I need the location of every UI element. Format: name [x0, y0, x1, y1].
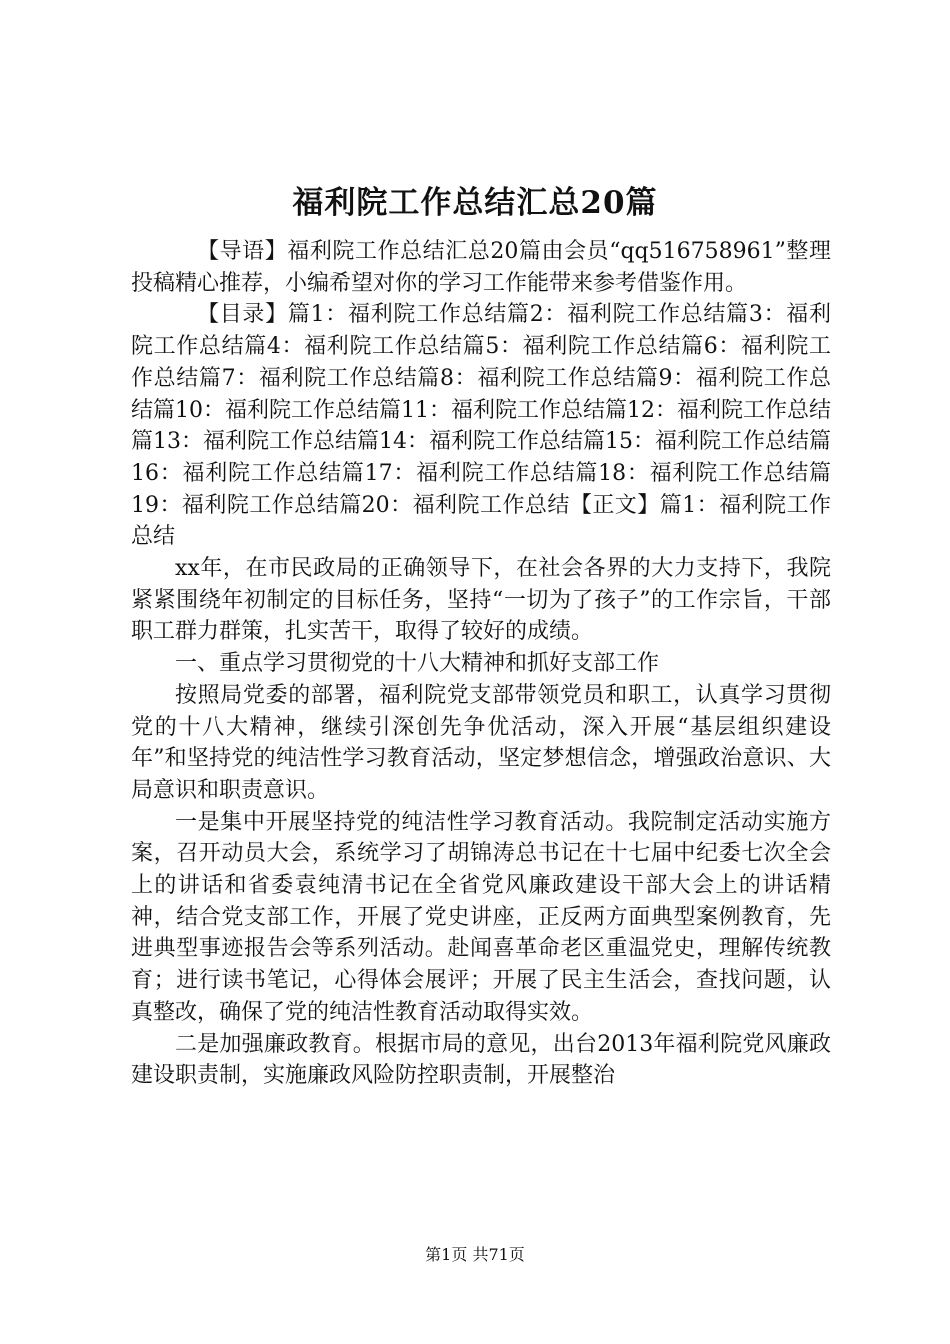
body-paragraph: xx年，在市民政局的正确领导下，在社会各界的大力支持下，我院紧紧围绕年初制定的目标任务，坚持“一切为了孩子”的工作宗旨，干部职工群力群策，扎实苦干，取得了较好的成绩。 — [131, 556, 831, 645]
document-title: 福利院工作总结汇总20篇 — [292, 185, 658, 221]
body-paragraph: 按照局党委的部署，福利院党支部带领党员和职工，认真学习贯彻党的十八大精神，继续引深创先争优活动，深入开展“基层组织建设年”和坚持党的纯洁性学习教育活动，坚定梦想信念，增强政治意识、大局意识和职责意识。 — [131, 682, 831, 803]
page-footer: 第1页 共71页 — [425, 1245, 525, 1264]
intro-paragraph: 【导语】福利院工作总结汇总20篇由会员“qq516758961”整理投稿精心推荐，小编希望对你的学习工作能带来参考借鉴作用。 — [131, 239, 831, 296]
body-paragraph: 二是加强廉政教育。根据市局的意见，出台2013年福利院党风廉政建设职责制，实施廉政风险防控职责制，开展整治 — [131, 1031, 831, 1089]
document-body — [131, 236, 831, 1092]
body-paragraph: 一是集中开展坚持党的纯洁性学习教育活动。我院制定活动实施方案，召开动员大会，系统学习了胡锦涛总书记在十七届中纪委七次全会上的讲话和省委袁纯清书记在全省党风廉政建设干部大会上的讲话精神，结合党支部工作，开展了党史讲座，正反两方面典型案例教育，先进典型事迹报告会等系列活动。赴闻喜革命老区重温党史，理解传统教育；进行读书笔记，心得体会展评；开展了民主生活会，查找问题，认真整改，确保了党的纯洁性教育活动取得实效。 — [131, 809, 831, 1025]
table-of-contents-paragraph: 【目录】篇1：福利院工作总结篇2：福利院工作总结篇3：福利院工作总结篇4：福利院工作总结篇5：福利院工作总结篇6：福利院工作总结篇7：福利院工作总结篇8：福利院工作总结篇9：福利院工作总结篇10：福利院工作总结篇11：福利院工作总结篇12：福利院工作总结篇13：福利院工作总结篇14：福利院工作总结篇15：福利院工作总结篇16：福利院工作总结篇17：福利院工作总结篇18：福利院工作总结篇19：福利院工作总结篇20：福利院工作总结【正文】篇1：福利院工作总结 — [131, 302, 831, 550]
section-heading: 一、重点学习贯彻党的十八大精神和抓好支部工作 — [175, 651, 660, 677]
